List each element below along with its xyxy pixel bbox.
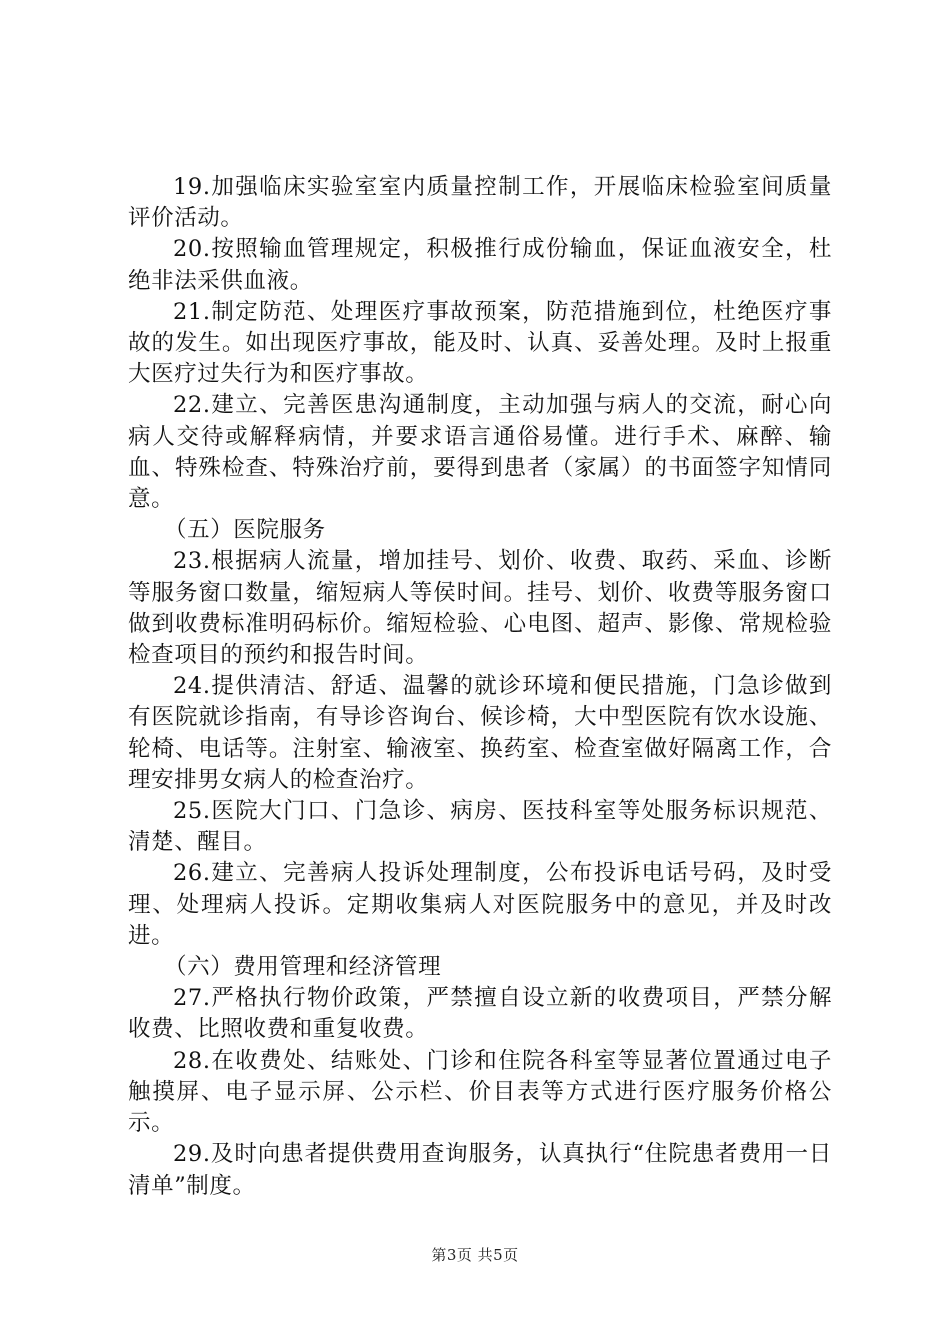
paragraph-21: 21.制定防范、处理医疗事故预案，防范措施到位，杜绝医疗事故的发生。如出现医疗事故，能及时、认真、妥善处理。及时上报重大医疗过失行为和医疗事故。 — [128, 298, 832, 388]
paragraph-26: 26.建立、完善病人投诉处理制度，公布投诉电话号码，及时受理、处理病人投诉。定期收集病人对医院服务中的意见，并及时改进。 — [128, 860, 832, 949]
paragraph-25: 25.医院大门口、门急诊、病房、医技科室等处服务标识规范、清楚、醒目。 — [128, 798, 832, 856]
paragraph-29: 29.及时向患者提供费用查询服务，认真执行“住院患者费用一日清单”制度。 — [128, 1141, 832, 1199]
paragraph-19: 19.加强临床实验室室内质量控制工作，开展临床检验室间质量评价活动。 — [128, 174, 832, 232]
paragraph-27: 27.严格执行物价政策，严禁擅自设立新的收费项目，严禁分解收费、比照收费和重复收费。 — [128, 985, 832, 1043]
paragraph-20: 20.按照输血管理规定，积极推行成份输血，保证血液安全，杜绝非法采供血液。 — [128, 236, 832, 294]
section-heading-cost-management: （六）费用管理和经济管理 — [164, 954, 442, 981]
paragraph-22: 22.建立、完善医患沟通制度，主动加强与病人的交流，耐心向病人交待或解释病情，并要求语言通俗易懂。进行手术、麻醉、输血、特殊检查、特殊治疗前，要得到患者（家属）的书面签字知情同意。 — [128, 392, 832, 513]
paragraph-23: 23.根据病人流量，增加挂号、划价、收费、取药、采血、诊断等服务窗口数量，缩短病人等侯时间。挂号、划价、收费等服务窗口做到收费标准明码标价。缩短检验、心电图、超声、影像、常规检验检查项目的预约和报告时间。 — [128, 548, 832, 669]
paragraph-28: 28.在收费处、结账处、门诊和住院各科室等显著位置通过电子触摸屏、电子显示屏、公示栏、价目表等方式进行医疗服务价格公示。 — [128, 1047, 832, 1137]
paragraph-24: 24.提供清洁、舒适、温馨的就诊环境和便民措施，门急诊做到有医院就诊指南，有导诊咨询台、候诊椅，大中型医院有饮水设施、轮椅、电话等。注射室、输液室、换药室、检查室做好隔离工作，合理安排男女病人的检查治疗。 — [128, 673, 832, 793]
page-number-footer: 第3页 共5页 — [431, 1246, 519, 1264]
document-body — [128, 172, 832, 1202]
section-heading-hospital-service: （五）医院服务 — [164, 517, 326, 544]
